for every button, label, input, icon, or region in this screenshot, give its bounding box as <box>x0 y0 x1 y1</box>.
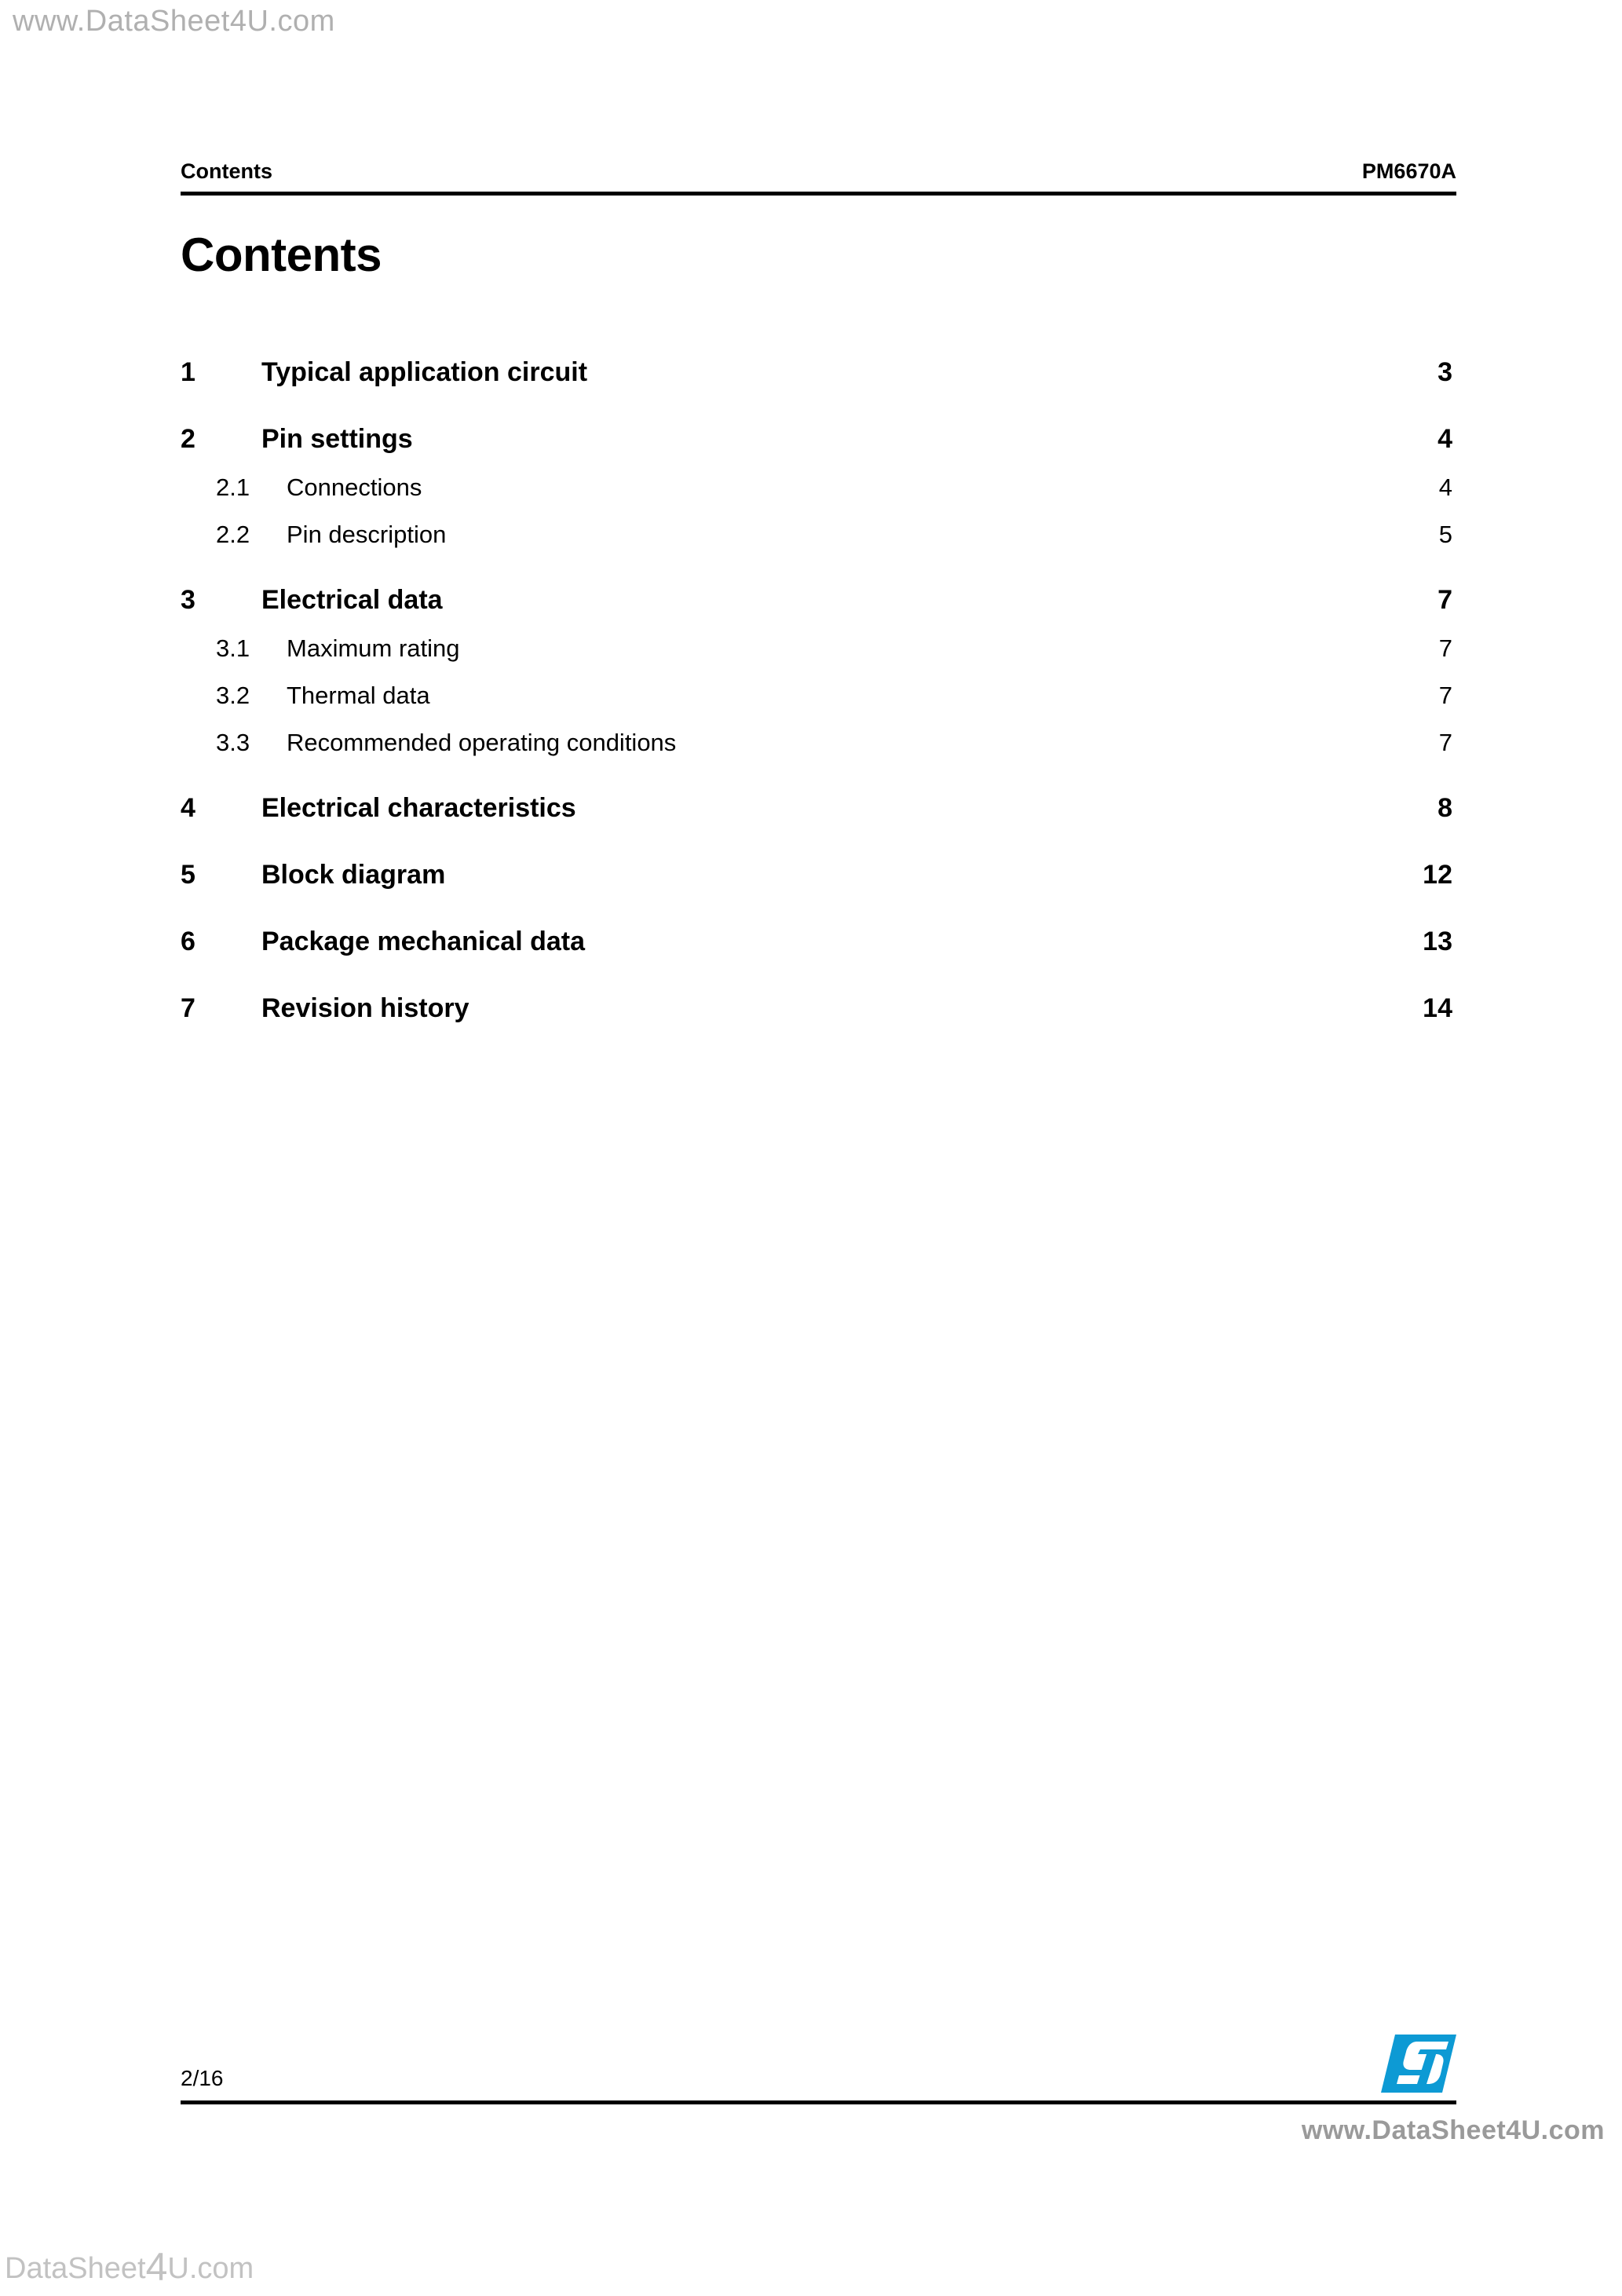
toc-label: Maximum rating <box>287 634 460 662</box>
toc-label: Connections <box>287 473 422 501</box>
toc-page-number: 7 <box>1438 682 1452 709</box>
footer-row <box>181 2030 1456 2093</box>
toc-number: 3.2 <box>216 682 250 709</box>
toc-entry-1[interactable] <box>181 357 1452 388</box>
toc-page-number: 7 <box>1438 729 1452 756</box>
toc-label: Package mechanical data <box>261 927 586 956</box>
table-of-contents <box>181 357 1452 1024</box>
toc-number: 3.3 <box>216 729 250 756</box>
toc-page-number: 14 <box>1423 993 1452 1023</box>
page-header <box>181 161 1456 196</box>
st-logo <box>1381 2035 1456 2093</box>
st-logo-icon <box>1381 2035 1456 2093</box>
toc-number: 4 <box>181 793 195 823</box>
toc-number: 2.1 <box>216 473 250 501</box>
toc-number: 6 <box>181 927 195 956</box>
page-footer <box>181 2030 1456 2104</box>
toc-page-number: 4 <box>1438 424 1452 454</box>
watermark-top-left: www.DataSheet4U.com <box>13 5 335 38</box>
watermark-bottom-left-prefix: DataSheet <box>5 2252 146 2285</box>
toc-number: 1 <box>181 357 195 387</box>
toc-number: 5 <box>181 860 195 890</box>
toc-number: 2 <box>181 424 195 454</box>
toc-entry-2[interactable] <box>181 424 1452 455</box>
toc-label: Thermal data <box>287 682 430 709</box>
toc-label: Revision history <box>261 993 469 1023</box>
toc-page-number: 8 <box>1438 793 1452 823</box>
toc-entry-6[interactable] <box>181 927 1452 957</box>
watermark-bottom-left <box>5 2244 254 2290</box>
toc-page-number: 7 <box>1438 634 1452 662</box>
header-part-number: PM6670A <box>1361 159 1456 183</box>
toc-entry-3-2[interactable] <box>181 682 1452 710</box>
toc-number: 3 <box>181 585 195 615</box>
toc-label: Block diagram <box>261 860 446 890</box>
toc-page-number: 5 <box>1438 521 1452 548</box>
watermark-bottom-left-suffix: U.com <box>167 2252 254 2285</box>
toc-page-number: 13 <box>1423 927 1452 956</box>
footer-divider <box>181 2100 1456 2104</box>
toc-page-number: 7 <box>1438 585 1452 615</box>
page-title: Contents <box>181 229 382 281</box>
header-section-name: Contents <box>181 159 272 183</box>
toc-entry-2-2[interactable] <box>181 521 1452 549</box>
watermark-bottom-left-digit: 4 <box>145 2245 168 2289</box>
toc-page-number: 12 <box>1423 860 1452 890</box>
toc-entry-2-1[interactable] <box>181 473 1452 502</box>
toc-page-number: 4 <box>1438 473 1452 501</box>
header-divider <box>181 192 1456 196</box>
toc-entry-3[interactable] <box>181 585 1452 616</box>
toc-label: Recommended operating conditions <box>287 729 677 756</box>
toc-label: Electrical characteristics <box>261 793 576 823</box>
toc-label: Pin settings <box>261 424 413 454</box>
toc-number: 7 <box>181 993 195 1023</box>
toc-number: 3.1 <box>216 634 250 662</box>
toc-entry-7[interactable] <box>181 993 1452 1024</box>
toc-entry-3-1[interactable] <box>181 634 1452 663</box>
toc-label: Pin description <box>287 521 447 548</box>
toc-label: Electrical data <box>261 585 443 615</box>
footer-page-indicator: 2/16 <box>181 2066 224 2090</box>
toc-entry-5[interactable] <box>181 860 1452 890</box>
toc-entry-4[interactable] <box>181 793 1452 824</box>
header-row <box>181 161 1456 182</box>
toc-page-number: 3 <box>1438 357 1452 387</box>
watermark-bottom-right: www.DataSheet4U.com <box>1301 2115 1605 2145</box>
toc-label: Typical application circuit <box>261 357 588 387</box>
toc-number: 2.2 <box>216 521 250 548</box>
toc-entry-3-3[interactable] <box>181 729 1452 757</box>
